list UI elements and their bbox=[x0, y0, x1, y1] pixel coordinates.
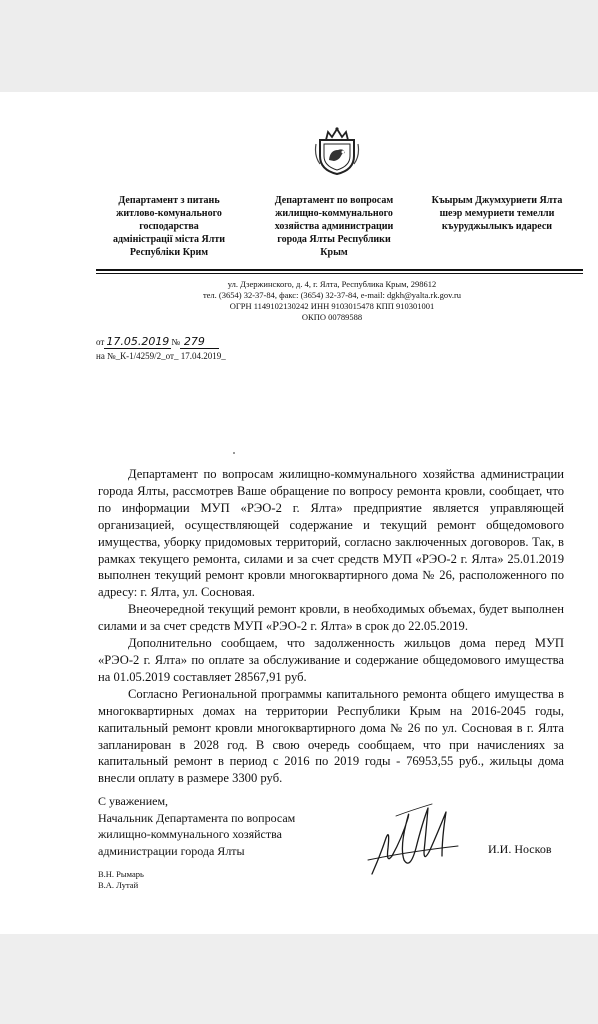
signer-position-line-1: Начальник Департамента по вопросам bbox=[98, 810, 296, 825]
executors bbox=[98, 869, 144, 891]
closing-block bbox=[98, 793, 368, 859]
outgoing-date: 17.05.2019 bbox=[106, 335, 170, 348]
incoming-reference: на №_К-1/4259/2_от_ 17.04.2019_ bbox=[96, 351, 226, 361]
signer-position-line-3: администрации города Ялты bbox=[98, 843, 245, 858]
okpo-line: ОКПО 00789588 bbox=[301, 312, 363, 322]
letter-body bbox=[98, 466, 564, 787]
registration-codes-line: ОГРН 1149102130242 ИНН 9103015478 КПП 910301001 bbox=[229, 301, 435, 311]
paragraph-3: Дополнительно сообщаем, что задолженность жильцов дома перед МУП «РЭО-2 г. Ялта» по оплате за обслуживание и содержание общедомового имущества на 01.05.2019 составляет 28567,91 руб. bbox=[98, 636, 564, 684]
executor-1: В.Н. Рымарь bbox=[98, 869, 144, 879]
header-divider-thick bbox=[96, 269, 583, 271]
from-prefix: от bbox=[96, 337, 105, 347]
outgoing-number: 279 bbox=[180, 335, 219, 349]
top-background bbox=[0, 0, 598, 92]
phone-email-line: тел. (3654) 32-37-84, факс: (3654) 32-37-84, e-mail: dgkh@yalta.rk.gov.ru bbox=[202, 290, 462, 300]
bottom-background bbox=[0, 934, 598, 1024]
crimea-coat-of-arms-icon bbox=[314, 126, 360, 176]
scan-speck bbox=[233, 452, 235, 454]
contact-details bbox=[150, 279, 514, 323]
signer-position-line-2: жилищно-коммунального хозяйства bbox=[98, 827, 282, 842]
paragraph-1: Департамент по вопросам жилищно-коммунального хозяйства администрации города Ялты, рассмотрев Ваше обращение по вопросу ремонта кровли, сообщает, что по информации МУП «РЭО-2 г. Ялта» предприятие является управляющей организацией, осуществляющей содержание и текущий ремонт общедомового имущества, уборку придомовых территорий, согласно заключенных договоров. Так, в рамках текущего ремонта, силами и за счет средств МУП «РЭО-2 г. Ялта» 25.01.2019 выполнен текущий ремонт кровли многоквартирного дома № 26, расположенного по адресу: г. Ялта, ул. Сосновая. bbox=[98, 467, 564, 600]
salutation: С уважением, bbox=[98, 794, 169, 808]
paragraph-2: Внеочередной текущий ремонт кровли, в необходимых объемах, будет выполнен силами и за счет средств МУП «РЭО-2 г. Ялта» в срок до 22.05.2019. bbox=[98, 602, 564, 634]
outgoing-reference bbox=[96, 335, 219, 348]
signer-name: И.И. Носков bbox=[488, 842, 552, 856]
address-line: ул. Дзержинского, д. 4, г. Ялта, Республика Крым, 298612 bbox=[227, 279, 437, 289]
header-divider-thin bbox=[96, 273, 583, 274]
number-prefix: № bbox=[171, 337, 180, 347]
executor-2: В.А. Лутай bbox=[98, 880, 139, 890]
department-name-ukrainian: Департамент з питань житлово-комунального господарства адміністрації міста Ялти Республіки Крим bbox=[112, 195, 226, 258]
department-name-crimean-tatar: Къырым Джумхуриети Ялта шеэр мемуриети темелли къуруджылыкъ идареси bbox=[431, 195, 563, 232]
handwritten-signature bbox=[366, 798, 462, 884]
department-name-russian: Департамент по вопросам жилищно-коммунального хозяйства администрации города Ялты Республики Крым bbox=[274, 195, 394, 258]
paragraph-4: Согласно Региональной программы капитального ремонта общего имущества в многоквартирных домах на территории Республики Крым на 2016-2045 годы, капитальный ремонт кровли многоквартирного дома № 26 по ул. Сосновая в г. Ялта запланирован в 2028 год. В свою очередь сообщаем, что при начислениях за капитальный ремонт в период с 2016 по 2019 годы - 76953,55 руб., жильцы дома внесли оплату в размере 3300 руб. bbox=[98, 686, 564, 786]
